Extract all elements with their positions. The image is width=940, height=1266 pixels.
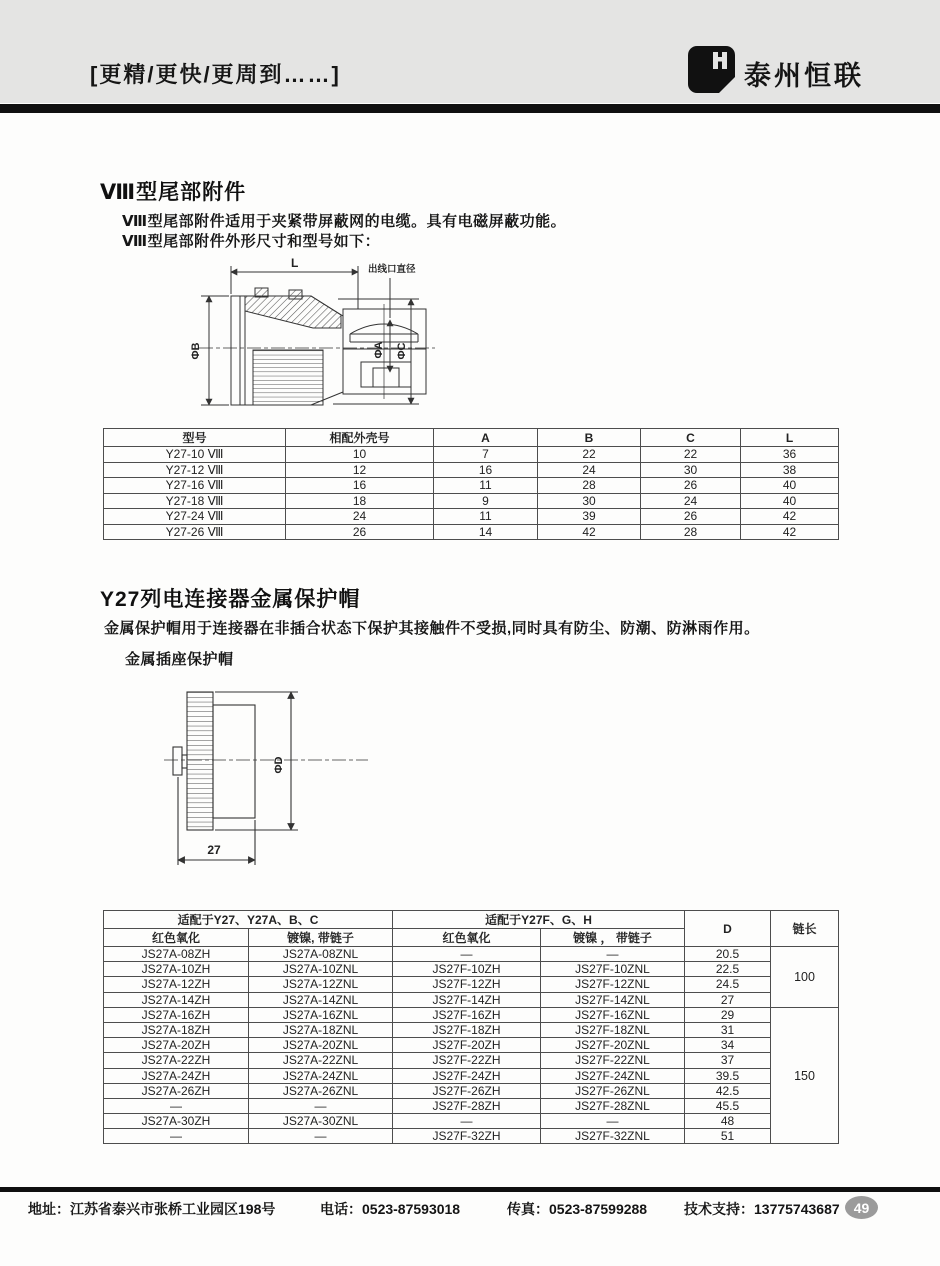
model-cell: JS27F-18ZNL (541, 1022, 685, 1037)
model-cell: JS27F-12ZNL (541, 977, 685, 992)
column-header: 镀镍 ， 带链子 (541, 929, 685, 947)
table-row (104, 478, 839, 494)
value-cell: 30 (641, 462, 741, 478)
brand (688, 46, 864, 93)
model-cell: JS27F-32ZH (393, 1129, 541, 1144)
value-cell: 11 (434, 478, 538, 494)
model-cell: — (393, 947, 541, 962)
value-cell: 28 (538, 478, 641, 494)
value-cell: 12 (286, 462, 434, 478)
section2-title: Y27列电连接器金属保护帽 (100, 588, 361, 611)
value-cell: 30 (538, 493, 641, 509)
value-cell: 18 (286, 493, 434, 509)
company-logo-icon (688, 46, 735, 93)
table-header-row (104, 429, 839, 447)
model-cell: — (249, 1098, 393, 1113)
column-header: 链长 (771, 911, 839, 947)
value-cell: 9 (434, 493, 538, 509)
column-header: L (741, 429, 839, 447)
brand-name: 泰州恒联 (744, 61, 864, 91)
model-cell: JS27F-22ZNL (541, 1053, 685, 1068)
section1-title: Ⅷ型尾部附件 (100, 181, 247, 204)
table-row (104, 1083, 839, 1098)
model-cell: JS27A-20ZNL (249, 1038, 393, 1053)
table-row (104, 462, 839, 478)
value-cell: 40 (741, 493, 839, 509)
diameter-cell: 31 (685, 1022, 771, 1037)
model-cell: JS27F-18ZH (393, 1022, 541, 1037)
table-row (104, 1053, 839, 1068)
model-cell: JS27F-14ZNL (541, 992, 685, 1007)
model-cell: JS27F-20ZNL (541, 1038, 685, 1053)
column-header: C (641, 429, 741, 447)
model-cell: JS27A-08ZNL (249, 947, 393, 962)
chain-length-cell: 150 (771, 1007, 839, 1144)
model-cell: — (249, 1129, 393, 1144)
protective-cap-table (103, 910, 838, 1144)
value-cell: 14 (434, 524, 538, 540)
dim-label-phi-a: ΦA (373, 341, 385, 359)
value-cell: 36 (741, 447, 839, 463)
model-cell: JS27A-10ZNL (249, 962, 393, 977)
model-cell: JS27A-16ZH (104, 1007, 249, 1022)
diameter-cell: 34 (685, 1038, 771, 1053)
model-cell: Y27-26 Ⅷ (104, 524, 286, 540)
diameter-cell: 39.5 (685, 1068, 771, 1083)
value-cell: 22 (538, 447, 641, 463)
column-header: 型号 (104, 429, 286, 447)
model-cell: Y27-16 Ⅷ (104, 478, 286, 494)
model-cell: Y27-10 Ⅷ (104, 447, 286, 463)
table-row (104, 1068, 839, 1083)
section2-desc: 金属保护帽用于连接器在非插合状态下保护其接触件不受损,同时具有防尘、防潮、防淋雨作用。 (104, 620, 760, 637)
value-cell: 42 (741, 524, 839, 540)
model-cell: — (541, 947, 685, 962)
model-cell: Y27-18 Ⅷ (104, 493, 286, 509)
value-cell: 16 (286, 478, 434, 494)
model-cell: JS27F-20ZH (393, 1038, 541, 1053)
model-cell: JS27A-14ZH (104, 992, 249, 1007)
table-group-header-row (104, 911, 839, 929)
model-cell: JS27A-12ZH (104, 977, 249, 992)
value-cell: 16 (434, 462, 538, 478)
outlet-diameter-label: 出线口直径 (368, 264, 416, 275)
model-cell: JS27F-26ZH (393, 1083, 541, 1098)
model-cell: JS27A-30ZH (104, 1114, 249, 1129)
section2-sublabel: 金属插座保护帽 (125, 651, 234, 668)
dim-label-l: L (291, 256, 299, 270)
model-cell: JS27F-10ZNL (541, 962, 685, 977)
model-cell: JS27A-08ZH (104, 947, 249, 962)
value-cell: 24 (538, 462, 641, 478)
model-cell: JS27A-18ZNL (249, 1022, 393, 1037)
model-cell: JS27A-16ZNL (249, 1007, 393, 1022)
table-row (104, 493, 839, 509)
section1-desc2: Ⅷ型尾部附件外形尺寸和型号如下： (122, 233, 381, 250)
table-row (104, 947, 839, 962)
dim-label-depth: 27 (207, 843, 221, 857)
model-cell: JS27A-24ZH (104, 1068, 249, 1083)
protective-cap-drawing (158, 673, 393, 883)
model-cell: JS27A-24ZNL (249, 1068, 393, 1083)
value-cell: 24 (641, 493, 741, 509)
value-cell: 39 (538, 509, 641, 525)
page-number-badge: 49 (845, 1196, 878, 1219)
value-cell: 7 (434, 447, 538, 463)
column-header: B (538, 429, 641, 447)
footer-fax: 传真：0523-87599288 (507, 1201, 648, 1217)
section1-desc1: Ⅷ型尾部附件适用于夹紧带屏蔽网的电缆。具有电磁屏蔽功能。 (122, 213, 567, 230)
model-cell: JS27F-10ZH (393, 962, 541, 977)
diameter-cell: 51 (685, 1129, 771, 1144)
value-cell: 26 (641, 478, 741, 494)
value-cell: 26 (286, 524, 434, 540)
model-cell: JS27A-22ZH (104, 1053, 249, 1068)
model-cell: JS27A-14ZNL (249, 992, 393, 1007)
diameter-cell: 42.5 (685, 1083, 771, 1098)
model-cell: JS27F-26ZNL (541, 1083, 685, 1098)
column-header: 相配外壳号 (286, 429, 434, 447)
model-cell: JS27A-26ZNL (249, 1083, 393, 1098)
tail-accessory-table (103, 428, 838, 540)
table-row (104, 962, 839, 977)
model-cell: JS27F-16ZNL (541, 1007, 685, 1022)
footer-divider (0, 1187, 940, 1192)
model-cell: JS27A-12ZNL (249, 977, 393, 992)
table-row (104, 1129, 839, 1144)
diameter-cell: 20.5 (685, 947, 771, 962)
model-cell: JS27F-16ZH (393, 1007, 541, 1022)
value-cell: 42 (538, 524, 641, 540)
column-header: 红色氧化 (393, 929, 541, 947)
table-row (104, 524, 839, 540)
table-row (104, 1038, 839, 1053)
table-row (104, 992, 839, 1007)
table-row (104, 1007, 839, 1022)
table-row (104, 1114, 839, 1129)
value-cell: 26 (641, 509, 741, 525)
model-cell: JS27F-28ZH (393, 1098, 541, 1113)
group-header: 适配于Y27、Y27A、B、C (104, 911, 393, 929)
model-cell: JS27F-14ZH (393, 992, 541, 1007)
dim-label-phi-b: ΦB (190, 342, 202, 360)
chain-length-cell: 100 (771, 947, 839, 1008)
dim-label-phi-d: ΦD (273, 756, 285, 774)
diameter-cell: 48 (685, 1114, 771, 1129)
value-cell: 38 (741, 462, 839, 478)
model-cell: Y27-12 Ⅷ (104, 462, 286, 478)
model-cell: JS27A-30ZNL (249, 1114, 393, 1129)
table-row (104, 1022, 839, 1037)
table-row (104, 977, 839, 992)
diameter-cell: 22.5 (685, 962, 771, 977)
diameter-cell: 37 (685, 1053, 771, 1068)
group-header: 适配于Y27F、G、H (393, 911, 685, 929)
model-cell: JS27A-18ZH (104, 1022, 249, 1037)
value-cell: 40 (741, 478, 839, 494)
model-cell: Y27-24 Ⅷ (104, 509, 286, 525)
model-cell: JS27F-28ZNL (541, 1098, 685, 1113)
value-cell: 10 (286, 447, 434, 463)
value-cell: 11 (434, 509, 538, 525)
column-header: 红色氧化 (104, 929, 249, 947)
model-cell: JS27F-22ZH (393, 1053, 541, 1068)
model-cell: JS27F-24ZH (393, 1068, 541, 1083)
header-divider (0, 104, 940, 113)
tail-accessory-drawing (183, 254, 468, 431)
diameter-cell: 24.5 (685, 977, 771, 992)
table-row (104, 447, 839, 463)
column-header: A (434, 429, 538, 447)
value-cell: 22 (641, 447, 741, 463)
model-cell: JS27F-32ZNL (541, 1129, 685, 1144)
header-slogan: [更精/更快/更周到……] (90, 62, 341, 87)
table-row (104, 509, 839, 525)
value-cell: 24 (286, 509, 434, 525)
footer-support: 技术支持：13775743687 (684, 1201, 840, 1217)
column-header: 镀镍, 带链子 (249, 929, 393, 947)
model-cell: JS27A-10ZH (104, 962, 249, 977)
model-cell: JS27F-12ZH (393, 977, 541, 992)
model-cell: JS27F-24ZNL (541, 1068, 685, 1083)
model-cell: — (541, 1114, 685, 1129)
model-cell: JS27A-20ZH (104, 1038, 249, 1053)
value-cell: 28 (641, 524, 741, 540)
footer-phone: 电话：0523-87593018 (320, 1201, 461, 1217)
model-cell: JS27A-22ZNL (249, 1053, 393, 1068)
table-row (104, 1098, 839, 1113)
value-cell: 42 (741, 509, 839, 525)
model-cell: — (104, 1129, 249, 1144)
model-cell: — (104, 1098, 249, 1113)
diameter-cell: 29 (685, 1007, 771, 1022)
model-cell: — (393, 1114, 541, 1129)
diameter-cell: 45.5 (685, 1098, 771, 1113)
footer-address: 地址：江苏省泰兴市张桥工业园区198号 (28, 1201, 276, 1217)
model-cell: JS27A-26ZH (104, 1083, 249, 1098)
column-header: D (685, 911, 771, 947)
dim-label-phi-c: ΦC (396, 342, 408, 360)
diameter-cell: 27 (685, 992, 771, 1007)
